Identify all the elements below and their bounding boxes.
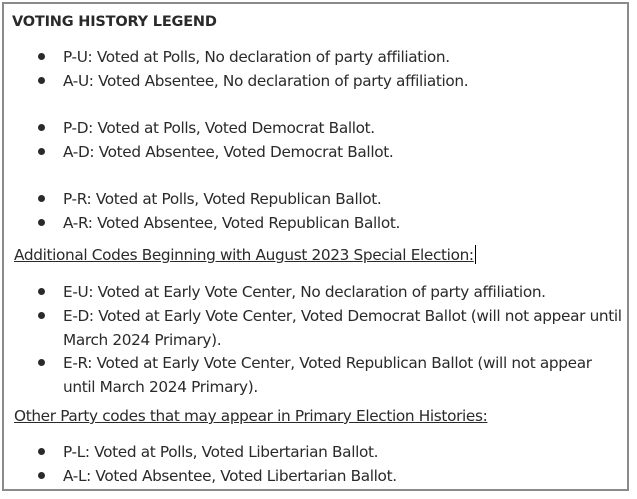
bullet-icon — [38, 448, 45, 455]
list-item-text: A-U: Voted Absentee, No declaration of party affiliation. — [63, 72, 469, 90]
bullet-icon — [38, 124, 45, 131]
list-item-text: P-R: Voted at Polls, Voted Republican Ballot. — [63, 190, 382, 208]
bullet-icon — [38, 472, 45, 479]
bullet-icon — [38, 312, 45, 319]
list-item-text: A-D: Voted Absentee, Voted Democrat Ballot. — [63, 143, 394, 161]
bullet-icon — [38, 53, 45, 60]
additional-codes-heading-text: Additional Codes Beginning with August 2023 Special Election: — [14, 246, 474, 264]
list-item-text: A-R: Voted Absentee, Voted Republican Ballot. — [63, 214, 400, 232]
list-item-text: P-U: Voted at Polls, No declaration of party affiliation. — [63, 48, 450, 66]
list-item-text: A-L: Voted Absentee, Voted Libertarian Ballot. — [63, 467, 397, 485]
bullet-icon — [38, 219, 45, 226]
bullet-icon — [38, 288, 45, 295]
list-item-text: E-R: Voted at Early Vote Center, Voted Republican Ballot (will not appear until March 2024 Primary). — [63, 354, 592, 396]
list-item-text: E-D: Voted at Early Vote Center, Voted Democrat Ballot (will not appear until March 2024 Primary). — [63, 307, 622, 349]
list-item-text: P-D: Voted at Polls, Voted Democrat Ballot. — [63, 119, 375, 137]
bullet-icon — [38, 148, 45, 155]
additional-codes-heading — [14, 245, 476, 264]
other-party-codes-heading: Other Party codes that may appear in Primary Election Histories: — [14, 407, 488, 425]
voting-history-legend — [2, 2, 629, 491]
text-cursor — [475, 245, 476, 264]
list-item-text: E-U: Voted at Early Vote Center, No declaration of party affiliation. — [63, 283, 546, 301]
bullet-icon — [38, 359, 45, 366]
legend-title: VOTING HISTORY LEGEND — [12, 14, 217, 30]
list-item-text: P-L: Voted at Polls, Voted Libertarian Ballot. — [63, 443, 379, 461]
bullet-icon — [38, 195, 45, 202]
bullet-icon — [38, 77, 45, 84]
